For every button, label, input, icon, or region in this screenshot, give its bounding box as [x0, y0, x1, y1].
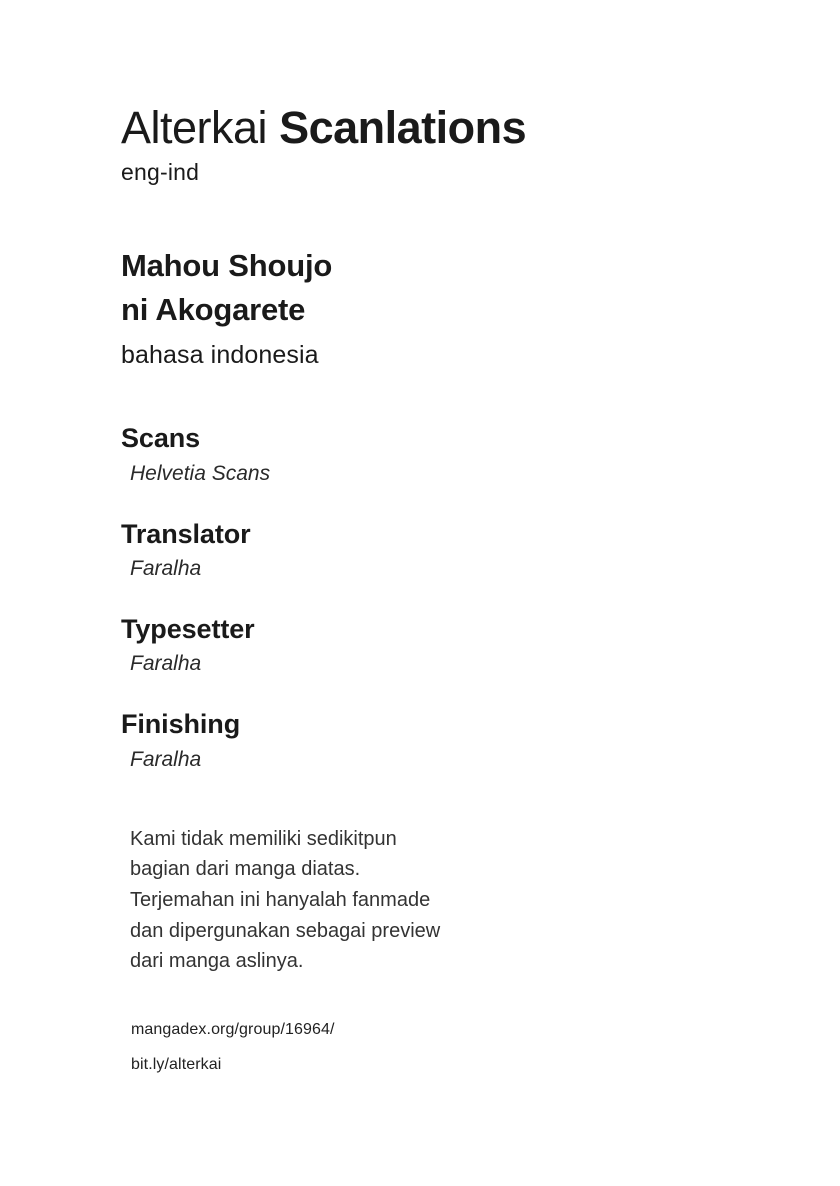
credit-name: Faralha: [130, 557, 202, 581]
mangadex-link[interactable]: mangadex.org/group/16964/: [131, 1020, 335, 1038]
group-name-space: [267, 102, 279, 153]
credit-name: Helvetia Scans: [130, 461, 271, 485]
links-list: [131, 1021, 840, 1074]
credit-role: Finishing: [121, 709, 241, 740]
credit-name: Faralha: [130, 652, 202, 676]
manga-title-block: [121, 244, 840, 370]
credit-entry: [121, 518, 840, 581]
credits-list: [121, 422, 840, 772]
credit-entry: [121, 613, 840, 676]
credit-role: Translator: [121, 518, 251, 549]
credit-entry: [121, 708, 840, 771]
manga-title-line-1: Mahou Shoujo: [121, 248, 333, 284]
disclaimer-text: Kami tidak memiliki sedikitpun bagian dari manga diatas. Terjemahan ini hanyalah fanmade dan dipergunakan sebagai preview dari manga aslinya.: [130, 827, 441, 973]
credit-role: Scans: [121, 423, 201, 454]
manga-language: bahasa indonesia: [121, 341, 319, 370]
credit-name: Faralha: [130, 747, 202, 771]
manga-title-line-2: ni Akogarete: [121, 292, 306, 328]
group-name-first: Alterkai: [121, 102, 268, 153]
credit-entry: [121, 422, 840, 485]
credit-role: Typesetter: [121, 614, 255, 645]
shortlink[interactable]: bit.ly/alterkai: [131, 1055, 222, 1073]
language-pair: eng-ind: [121, 159, 200, 186]
group-name: [121, 104, 840, 151]
group-name-second: Scanlations: [279, 102, 527, 153]
